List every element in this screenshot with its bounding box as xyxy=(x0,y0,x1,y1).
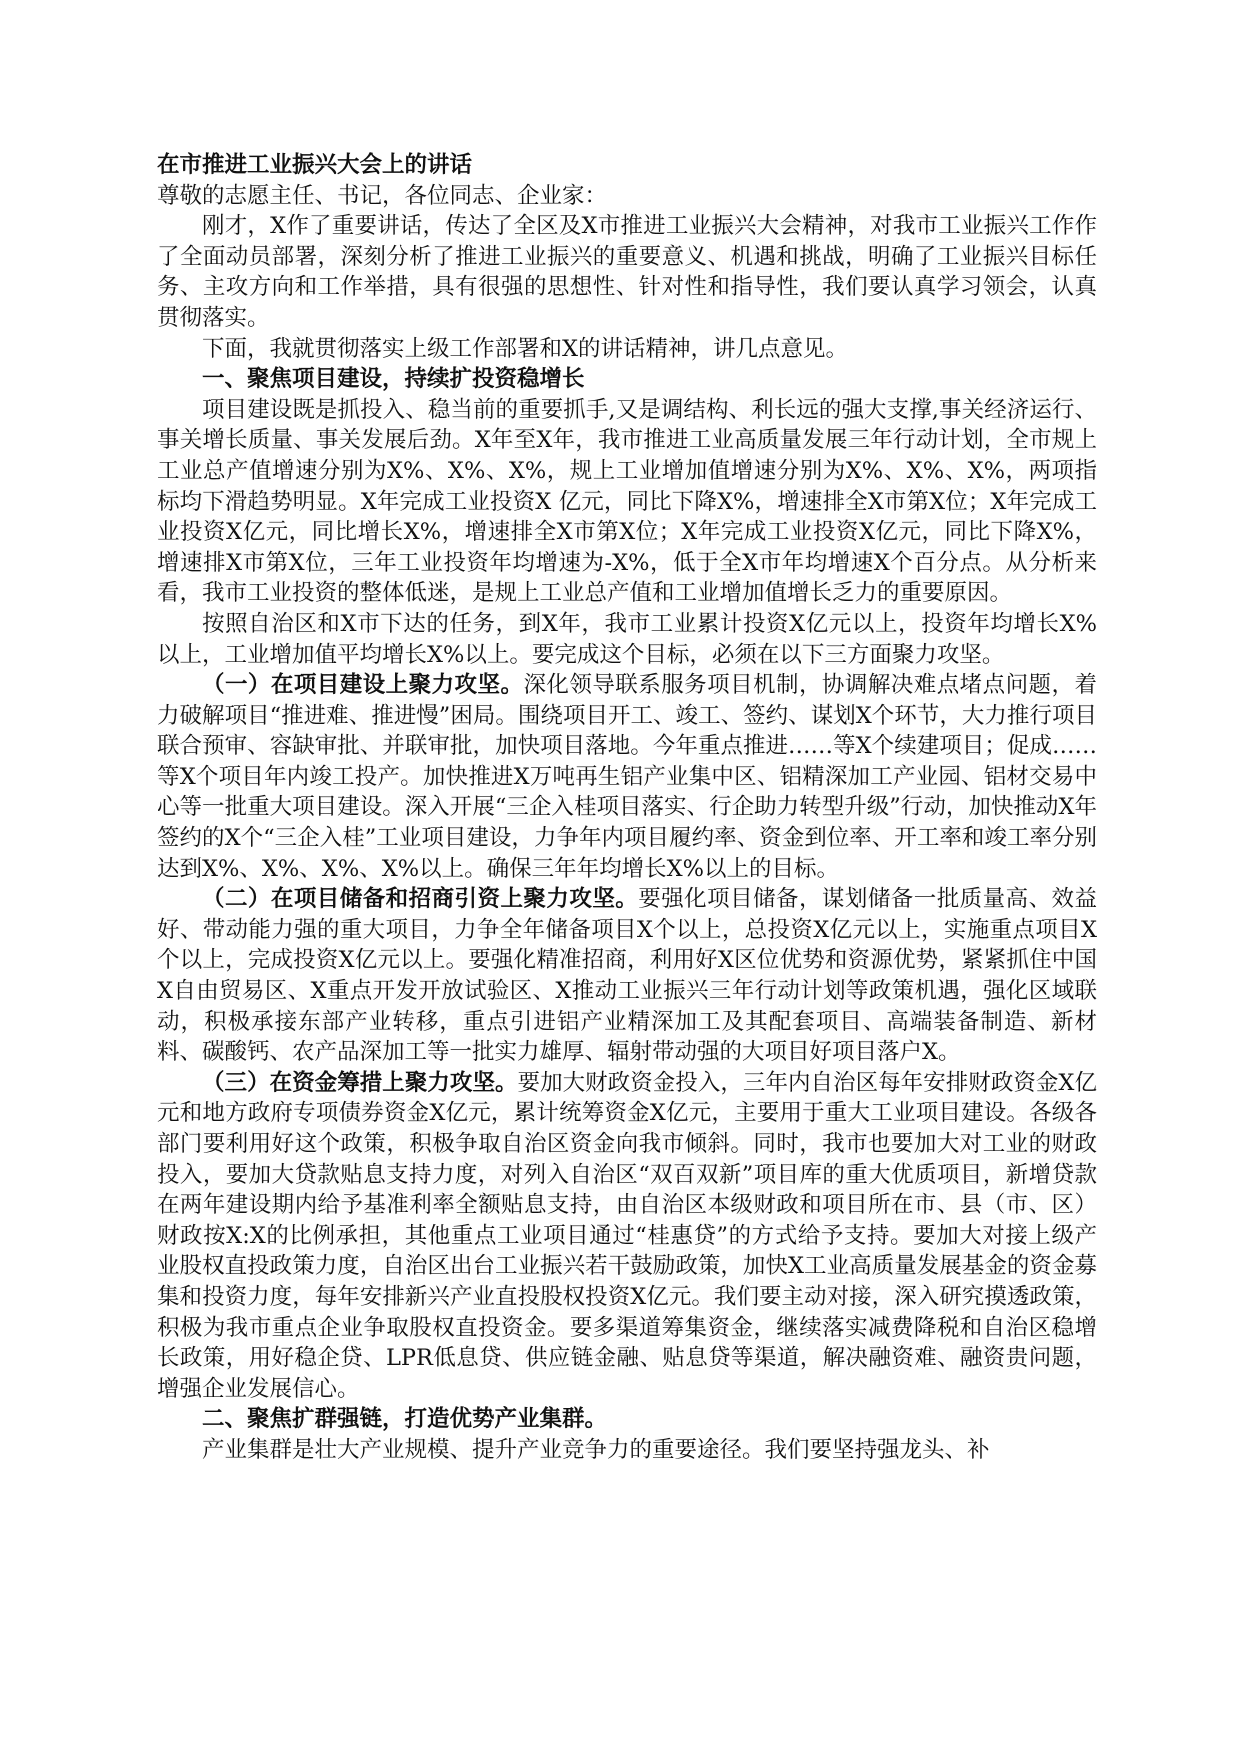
paragraph-project-overview xyxy=(157,395,1097,609)
subsection-lead: （三）在资金筹措上聚力攻坚。 xyxy=(202,1069,518,1096)
paragraph-text: 深化领导联系服务项目机制，协调解决难点堵点问题，着力破解项目“推进难、推进慢”困局。围绕项目开工、竣工、签约、谋划X个环节，大力推行项目联合预审、容缺审批、并联审批，加快项目落地。今年重点推进……等X个续建项目；促成……等X个项目年内竣工投产。加快推进X万吨再生铝产业集中区、铝精深加工产业园、铝材交易中心等一批重大项目建设。深入开展“三企入桂项目落实、行企助力转型升级”行动，加快推动X年签约的X个“三企入桂”工业项目建设，力争年内项目履约率、资金到位率、开工率和竣工率分别达到X%、X%、X%、X%以上。确保三年年均增长X%以上的目标。 xyxy=(157,672,1097,882)
paragraph-subsection-3 xyxy=(157,1068,1097,1405)
document-page xyxy=(157,150,1097,1466)
paragraph-subsection-1 xyxy=(157,670,1097,884)
salutation: 尊敬的志愿主任、书记，各位同志、企业家： xyxy=(157,182,608,209)
document-title: 在市推进工业振兴大会上的讲话 xyxy=(157,152,473,178)
paragraph-text: 刚才，X作了重要讲话，传达了全区及X市推进工业振兴大会精神，对我市工业振兴工作作了全面动员部署，深刻分析了推进工业振兴的重要意义、机遇和挑战，明确了工业振兴目标任务、主攻方向和工作举措，具有很强的思想性、针对性和指导性，我们要认真学习领会，认真贯彻落实。 xyxy=(157,213,1097,331)
paragraph-subsection-2 xyxy=(157,884,1097,1068)
paragraph-text: 按照自治区和X市下达的任务，到X年，我市工业累计投资X亿元以上，投资年均增长X%以上，工业增加值平均增长X%以上。要完成这个目标，必须在以下三方面聚力攻坚。 xyxy=(157,610,1097,668)
paragraph-text: 下面，我就贯彻落实上级工作部署和X的讲话精神，讲几点意见。 xyxy=(202,335,849,362)
paragraph-text: 要强化项目储备，谋划储备一批质量高、效益好、带动能力强的重大项目，力争全年储备项目X个以上，总投资X亿元以上，实施重点项目X个以上，完成投资X亿元以上。要强化精准招商，利用好X区位优势和资源优势，紧紧抓住中国X自由贸易区、X重点开发开放试验区、X推动工业振兴三年行动计划等政策机遇，强化区域联动，积极承接东部产业转移，重点引进铝产业精深加工及其配套项目、高端装备制造、新材料、碳酸钙、农产品深加工等一批实力雄厚、辐射带动强的大项目好项目落户X。 xyxy=(157,886,1097,1066)
paragraph-opening xyxy=(157,211,1097,333)
paragraph-text: 要加大财政资金投入，三年内自治区每年安排财政资金X亿元和地方政府专项债券资金X亿元，累计统筹资金X亿元，主要用于重大工业项目建设。各级各部门要利用好这个政策，积极争取自治区资金向我市倾斜。同时，我市也要加大对工业的财政投入，要加大贷款贴息支持力度，对列入自治区“双百双新”项目库的重大优质项目，新增贷款在两年建设期内给予基准利率全额贴息支持，由自治区本级财政和项目所在市、县（市、区）财政按X:X的比例承担，其他重点工业项目通过“桂惠贷”的方式给予支持。要加大对接上级产业股权直投政策力度，自治区出台工业振兴若干鼓励政策，加快X工业高质量发展基金的资金募集和投资力度，每年安排新兴产业直投股权投资X亿元。我们要主动对接，深入研究摸透政策，积极为我市重点企业争取股权直投资金。要多渠道筹集资金，继续落实减费降税和自治区稳增长政策，用好稳企贷、LPR低息贷、供应链金融、贴息贷等渠道，解决融资难、融资贵问题，增强企业发展信心。 xyxy=(157,1069,1097,1402)
section-heading-2: 二、聚焦扩群强链，打造优势产业集群。 xyxy=(202,1406,608,1433)
subsection-lead: （二）在项目储备和招商引资上聚力攻坚。 xyxy=(202,886,639,913)
paragraph-text: 产业集群是壮大产业规模、提升产业竞争力的重要途径。我们要坚持强龙头、补 xyxy=(202,1436,990,1463)
paragraph-industry-cluster xyxy=(157,1435,1097,1466)
paragraph-targets xyxy=(157,609,1097,670)
subsection-lead: （一）在项目建设上聚力攻坚。 xyxy=(202,672,524,699)
paragraph-text: 项目建设既是抓投入、稳当前的重要抓手,又是调结构、利长远的强大支撑,事关经济运行、事关增长质量、事关发展后劲。X年至X年，我市推进工业高质量发展三年行动计划，全市规上工业总产值增速分别为X%、X%、X%，规上工业增加值增速分别为X%、X%、X%，两项指标均下滑趋势明显。X年完成工业投资X 亿元，同比下降X%，增速排全X市第X位；X年完成工业投资X亿元，同比增长X%，增速排全X市第X位；X年完成工业投资X亿元，同比下降X%，增速排X市第X位，三年工业投资年均增速为-X%，低于全X市年均增速X个百分点。从分析来看，我市工业投资的整体低迷，是规上工业总产值和工业增加值增长乏力的重要原因。 xyxy=(157,396,1097,607)
paragraph-intro xyxy=(157,334,1097,365)
section-heading-1: 一、聚焦项目建设，持续扩投资稳增长 xyxy=(202,366,585,393)
